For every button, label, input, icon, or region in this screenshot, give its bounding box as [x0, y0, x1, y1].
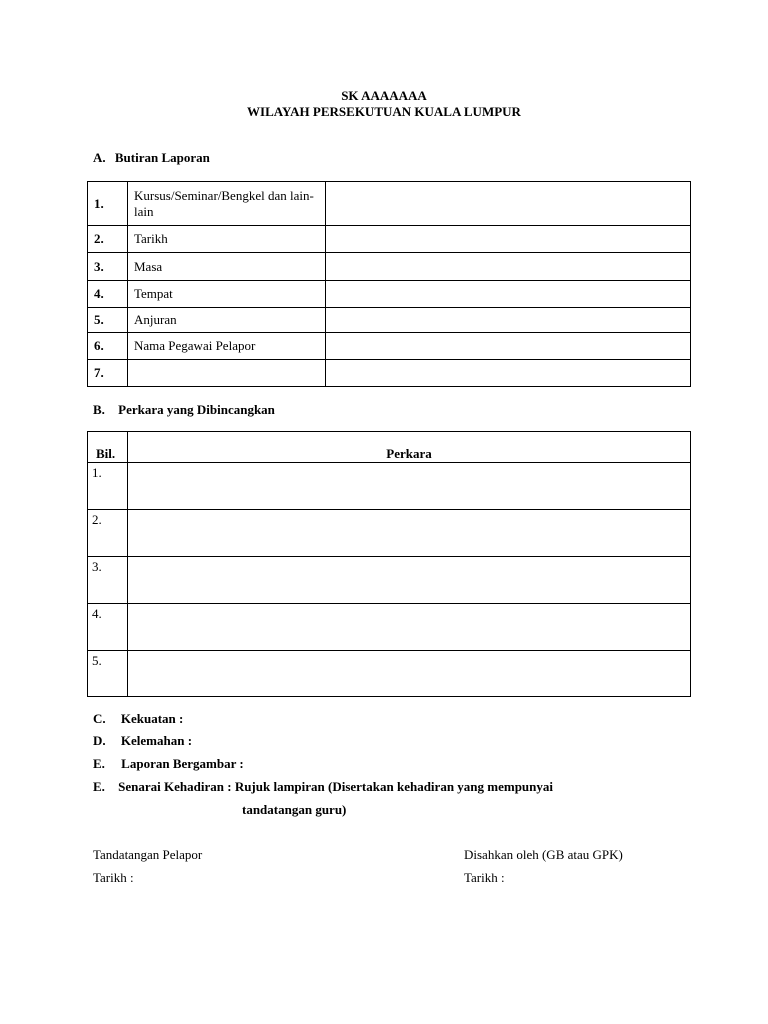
- reporter-date-label: Tarikh :: [93, 870, 134, 885]
- row-value-field[interactable]: [326, 226, 691, 253]
- section-a-heading: [93, 150, 210, 166]
- row-label: Tempat: [128, 281, 326, 308]
- section-d-letter: D.: [93, 733, 106, 748]
- row-number: 3.: [88, 253, 128, 281]
- table-header-row: [88, 432, 691, 463]
- row-value-field[interactable]: [326, 182, 691, 226]
- approver-date-label: Tarikh :: [464, 870, 505, 885]
- row-number: 5.: [88, 308, 128, 333]
- section-e-letter: E.: [93, 756, 105, 771]
- row-number: 7.: [88, 360, 128, 387]
- school-name: SK AAAAAAA: [341, 88, 427, 103]
- section-e-letter: E.: [93, 779, 105, 794]
- row-number: 5.: [88, 651, 128, 697]
- row-number: 1.: [88, 182, 128, 226]
- section-e-attendance: [93, 779, 553, 795]
- section-d: [93, 733, 192, 749]
- row-value-field[interactable]: [326, 333, 691, 360]
- row-number: 1.: [88, 463, 128, 510]
- row-number: 3.: [88, 557, 128, 604]
- row-text-field[interactable]: [128, 604, 691, 651]
- section-e-text: Senarai Kehadiran : Rujuk lampiran (Disertakan kehadiran yang mempunyai: [118, 779, 554, 794]
- row-number: 2.: [88, 226, 128, 253]
- approver-signature-label: Disahkan oleh (GB atau GPK): [464, 847, 623, 862]
- discussion-table: [87, 431, 691, 697]
- table-row: [88, 333, 691, 360]
- table-row: [88, 557, 691, 604]
- report-details-table: [87, 181, 691, 387]
- section-a-letter: A.: [93, 150, 106, 165]
- table-row: [88, 308, 691, 333]
- table-row: [88, 182, 691, 226]
- row-number: 4.: [88, 604, 128, 651]
- column-header-bil: Bil.: [88, 432, 128, 463]
- row-value-field[interactable]: [326, 360, 691, 387]
- region-name: WILAYAH PERSEKUTUAN KUALA LUMPUR: [247, 104, 521, 119]
- table-row: [88, 651, 691, 697]
- row-label: Nama Pegawai Pelapor: [128, 333, 326, 360]
- column-header-perkara: Perkara: [128, 432, 691, 463]
- table-row: [88, 360, 691, 387]
- section-e-photos: [93, 756, 244, 772]
- row-label: Tarikh: [128, 226, 326, 253]
- table-row: [88, 510, 691, 557]
- table-row: [88, 281, 691, 308]
- section-d-text: Kelemahan :: [120, 733, 193, 748]
- row-text-field[interactable]: [128, 651, 691, 697]
- reporter-signature-label: Tandatangan Pelapor: [93, 847, 203, 862]
- table-row: [88, 463, 691, 510]
- row-value-field[interactable]: [326, 308, 691, 333]
- row-label: Masa: [128, 253, 326, 281]
- section-c-text: Kekuatan :: [120, 711, 184, 726]
- row-label: Anjuran: [128, 308, 326, 333]
- section-b-title: Perkara yang Dibincangkan: [118, 402, 275, 417]
- row-label-field[interactable]: [128, 360, 326, 387]
- section-a-title: Butiran Laporan: [114, 150, 210, 165]
- row-text-field[interactable]: [128, 463, 691, 510]
- row-text-field[interactable]: [128, 557, 691, 604]
- section-c-letter: C.: [93, 711, 106, 726]
- table-row: [88, 226, 691, 253]
- section-e-text: Laporan Bergambar :: [121, 756, 244, 771]
- row-value-field[interactable]: [326, 253, 691, 281]
- row-number: 6.: [88, 333, 128, 360]
- row-number: 4.: [88, 281, 128, 308]
- table-row: [88, 604, 691, 651]
- section-b-letter: B.: [93, 402, 105, 417]
- row-text-field[interactable]: [128, 510, 691, 557]
- row-label: Kursus/Seminar/Bengkel dan lain-lain: [128, 182, 326, 226]
- row-value-field[interactable]: [326, 281, 691, 308]
- row-number: 2.: [88, 510, 128, 557]
- table-row: [88, 253, 691, 281]
- section-b-heading: [93, 402, 275, 418]
- section-c: [93, 711, 183, 727]
- section-e-attendance-continued: tandatangan guru): [242, 802, 347, 817]
